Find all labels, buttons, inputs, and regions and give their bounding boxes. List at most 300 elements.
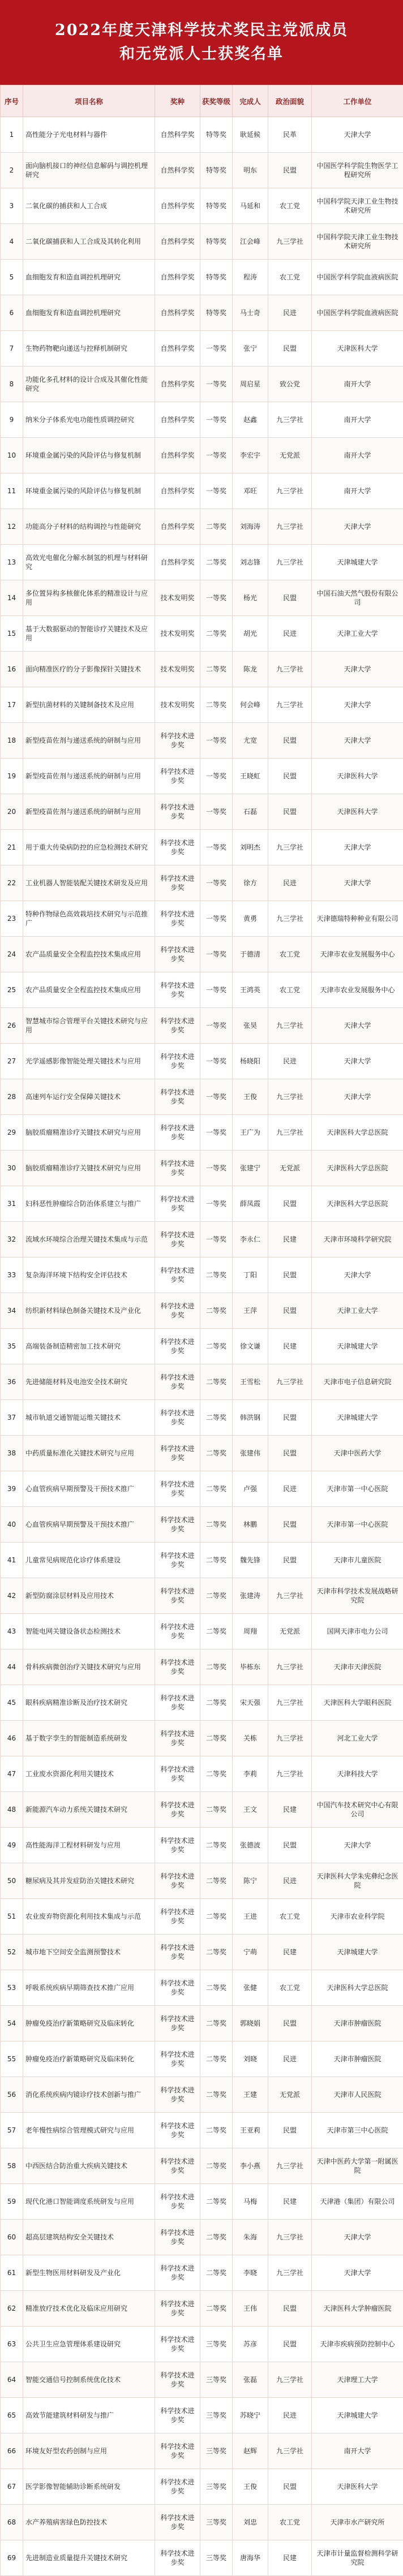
cell-person: 明东 xyxy=(233,153,268,188)
cell-award-type: 科学技术进步奖 xyxy=(155,1044,200,1079)
table-row xyxy=(1,473,403,509)
cell-index: 15 xyxy=(1,616,23,652)
cell-project: 环境重金属污染的风险评估与修复机制 xyxy=(23,473,155,509)
cell-workplace: 天津医科大学 xyxy=(312,794,403,830)
title-line-1: 2022年度天津科学技术奖民主党派成员 xyxy=(55,21,348,39)
cell-index: 32 xyxy=(1,1222,23,1257)
cell-award-type: 科学技术进步奖 xyxy=(155,2540,200,2576)
cell-political-affiliation: 九三学社 xyxy=(268,402,312,438)
cell-award-level: 三等奖 xyxy=(200,2398,233,2433)
cell-award-type: 科学技术进步奖 xyxy=(155,2327,200,2362)
table-row xyxy=(1,438,403,473)
cell-person: 张昊 xyxy=(233,1008,268,1044)
cell-award-type: 科学技术进步奖 xyxy=(155,865,200,901)
cell-workplace: 天津中医药大学 xyxy=(312,1436,403,1471)
cell-political-affiliation: 民进 xyxy=(268,1471,312,1507)
cell-political-affiliation: 民进 xyxy=(268,2041,312,2077)
cell-award-level: 二等奖 xyxy=(200,1329,233,1364)
cell-award-type: 科学技术进步奖 xyxy=(155,1828,200,1863)
cell-political-affiliation: 民建 xyxy=(268,1792,312,1828)
cell-workplace: 天津医科大学总医院 xyxy=(312,1186,403,1222)
table-row xyxy=(1,937,403,972)
cell-index: 55 xyxy=(1,2041,23,2077)
cell-index: 48 xyxy=(1,1792,23,1828)
cell-person: 王萍 xyxy=(233,1293,268,1329)
cell-workplace: 天津医科大学 xyxy=(312,2469,403,2505)
cell-workplace: 天津大学 xyxy=(312,2255,403,2291)
cell-workplace: 天津市第三中心医院 xyxy=(312,2113,403,2148)
cell-award-level: 三等奖 xyxy=(200,2433,233,2469)
cell-project: 高效节能建筑材料研发与推广 xyxy=(23,2398,155,2433)
cell-workplace: 南开大学 xyxy=(312,367,403,402)
cell-project: 多位置异构多核催化体系的精准设计与应用 xyxy=(23,580,155,616)
cell-index: 47 xyxy=(1,1756,23,1792)
cell-award-level: 一等奖 xyxy=(200,473,233,509)
cell-project: 中药质量标准化关键技术研究与应用 xyxy=(23,1436,155,1471)
table-row xyxy=(1,2398,403,2433)
cell-index: 9 xyxy=(1,402,23,438)
cell-award-type: 科学技术进步奖 xyxy=(155,1970,200,2006)
cell-index: 66 xyxy=(1,2433,23,2469)
table-row xyxy=(1,2006,403,2041)
cell-political-affiliation: 无党派 xyxy=(268,1614,312,1649)
cell-index: 11 xyxy=(1,473,23,509)
cell-award-type: 科学技术进步奖 xyxy=(155,759,200,794)
cell-award-level: 一等奖 xyxy=(200,580,233,616)
cell-person: 宋天强 xyxy=(233,1685,268,1721)
cell-project: 复杂海洋环境下结构安全评估技术 xyxy=(23,1257,155,1293)
table-row xyxy=(1,1899,403,1935)
cell-political-affiliation: 九三学社 xyxy=(268,1079,312,1115)
cell-project: 用于重大传染病防控的应急检测技术研究 xyxy=(23,830,155,865)
cell-award-type: 自然科学奖 xyxy=(155,331,200,367)
cell-workplace: 天津大学 xyxy=(312,1828,403,1863)
cell-index: 29 xyxy=(1,1115,23,1151)
cell-award-level: 二等奖 xyxy=(200,1400,233,1436)
cell-political-affiliation: 民盟 xyxy=(268,1293,312,1329)
cell-workplace: 天津大学 xyxy=(312,723,403,759)
cell-project: 基于数字孪生的智能制造系统研发 xyxy=(23,1721,155,1756)
cell-award-type: 自然科学奖 xyxy=(155,402,200,438)
cell-award-type: 科学技术进步奖 xyxy=(155,794,200,830)
cell-person: 张建涛 xyxy=(233,1578,268,1614)
cell-award-type: 自然科学奖 xyxy=(155,224,200,260)
header-workplace: 工作单位 xyxy=(312,85,403,117)
cell-project: 流域水环境综合治理关键技术集成与示范 xyxy=(23,1222,155,1257)
cell-award-level: 一等奖 xyxy=(200,1008,233,1044)
awardees-table xyxy=(0,85,403,2576)
cell-person: 徐文谦 xyxy=(233,1329,268,1364)
cell-index: 40 xyxy=(1,1507,23,1543)
table-row xyxy=(1,1792,403,1828)
table-row xyxy=(1,759,403,794)
cell-person: 王俊 xyxy=(233,2469,268,2505)
cell-workplace: 天津市水产研究所 xyxy=(312,2505,403,2540)
table-row xyxy=(1,2220,403,2255)
cell-person: 耿延候 xyxy=(233,117,268,153)
cell-index: 34 xyxy=(1,1293,23,1329)
cell-award-type: 科学技术进步奖 xyxy=(155,937,200,972)
cell-index: 51 xyxy=(1,1899,23,1935)
cell-person: 刘晓 xyxy=(233,2041,268,2077)
cell-workplace: 天津医科大学 xyxy=(312,759,403,794)
cell-index: 69 xyxy=(1,2540,23,2576)
cell-award-level: 二等奖 xyxy=(200,1257,233,1293)
cell-project: 先进制造业质量提升关键技术研究 xyxy=(23,2540,155,2576)
table-row xyxy=(1,2433,403,2469)
table-row xyxy=(1,1578,403,1614)
cell-workplace: 中国医学科学院生物医学工程研究所 xyxy=(312,153,403,188)
cell-person: 李永仁 xyxy=(233,1222,268,1257)
cell-index: 30 xyxy=(1,1151,23,1186)
cell-project: 特种作物绿色高效栽培技术研究与示范推广 xyxy=(23,901,155,937)
cell-project: 血细胞发育和造血调控机理研究 xyxy=(23,295,155,331)
cell-award-type: 科学技术进步奖 xyxy=(155,2255,200,2291)
cell-index: 20 xyxy=(1,794,23,830)
cell-award-level: 三等奖 xyxy=(200,2540,233,2576)
table-row xyxy=(1,117,403,153)
cell-award-type: 科学技术进步奖 xyxy=(155,830,200,865)
cell-project: 工业废水资源化利用关键技术 xyxy=(23,1756,155,1792)
cell-person: 马梅 xyxy=(233,2184,268,2220)
cell-workplace: 天津城建大学 xyxy=(312,545,403,580)
cell-award-level: 二等奖 xyxy=(200,1756,233,1792)
table-row xyxy=(1,580,403,616)
cell-person: 王雪松 xyxy=(233,1364,268,1400)
cell-workplace: 天津市第一中心医院 xyxy=(312,1471,403,1507)
cell-person: 关栋 xyxy=(233,1721,268,1756)
cell-political-affiliation: 农工党 xyxy=(268,972,312,1008)
cell-award-type: 科学技术进步奖 xyxy=(155,1293,200,1329)
cell-political-affiliation: 无党派 xyxy=(268,438,312,473)
header-political-affiliation: 政治面貌 xyxy=(268,85,312,117)
cell-index: 1 xyxy=(1,117,23,153)
cell-person: 薛凤霞 xyxy=(233,1186,268,1222)
cell-project: 新型生物医用材料研发及产业化 xyxy=(23,2255,155,2291)
cell-project: 功能化多孔材料的设计合成及其催化性能研究 xyxy=(23,367,155,402)
table-row xyxy=(1,1222,403,1257)
cell-political-affiliation: 农工党 xyxy=(268,260,312,295)
cell-political-affiliation: 民建 xyxy=(268,2184,312,2220)
cell-person: 李莉 xyxy=(233,1756,268,1792)
cell-award-level: 三等奖 xyxy=(200,2469,233,2505)
cell-index: 4 xyxy=(1,224,23,260)
cell-award-level: 一等奖 xyxy=(200,865,233,901)
cell-political-affiliation: 民盟 xyxy=(268,1828,312,1863)
cell-award-type: 科学技术进步奖 xyxy=(155,1543,200,1578)
header-person: 完成人 xyxy=(233,85,268,117)
table-row xyxy=(1,1115,403,1151)
cell-index: 10 xyxy=(1,438,23,473)
cell-person: 张磊 xyxy=(233,2362,268,2398)
cell-index: 14 xyxy=(1,580,23,616)
cell-political-affiliation: 民建 xyxy=(268,1935,312,1970)
cell-project: 新型防腐涂层材料及应用技术 xyxy=(23,1578,155,1614)
title-line-2: 和无党派人士获奖名单 xyxy=(119,45,284,63)
cell-award-level: 特等奖 xyxy=(200,188,233,224)
cell-workplace: 天津港（集团）有限公司 xyxy=(312,2184,403,2220)
cell-political-affiliation: 民进 xyxy=(268,1863,312,1899)
cell-person: 刘忠 xyxy=(233,2505,268,2540)
cell-workplace: 天津城建大学 xyxy=(312,1329,403,1364)
cell-award-level: 二等奖 xyxy=(200,2184,233,2220)
cell-project: 高性能分子光电材料与器件 xyxy=(23,117,155,153)
table-row xyxy=(1,2469,403,2505)
cell-index: 8 xyxy=(1,367,23,402)
cell-index: 36 xyxy=(1,1364,23,1400)
cell-political-affiliation: 民进 xyxy=(268,865,312,901)
cell-workplace: 中国医学科学院血液病医院 xyxy=(312,295,403,331)
cell-project: 先进储能材料及电池安全技术研究 xyxy=(23,1364,155,1400)
cell-person: 王进 xyxy=(233,1899,268,1935)
table-row xyxy=(1,545,403,580)
cell-person: 王广为 xyxy=(233,1115,268,1151)
title-banner xyxy=(0,0,403,85)
cell-political-affiliation: 九三学社 xyxy=(268,1364,312,1400)
cell-political-affiliation: 九三学社 xyxy=(268,652,312,687)
cell-person: 李晓 xyxy=(233,2255,268,2291)
cell-award-level: 二等奖 xyxy=(200,1935,233,1970)
cell-political-affiliation: 九三学社 xyxy=(268,1685,312,1721)
cell-person: 周翔 xyxy=(233,1614,268,1649)
cell-index: 52 xyxy=(1,1935,23,1970)
cell-award-level: 二等奖 xyxy=(200,1863,233,1899)
cell-project: 脑胶质瘤精准诊疗关键技术研究与应用 xyxy=(23,1151,155,1186)
cell-political-affiliation: 民盟 xyxy=(268,723,312,759)
cell-project: 心血管疾病早期预警及干预技术推广 xyxy=(23,1471,155,1507)
cell-political-affiliation: 农工党 xyxy=(268,937,312,972)
cell-award-level: 一等奖 xyxy=(200,1115,233,1151)
cell-workplace: 国网天津市电力公司 xyxy=(312,1614,403,1649)
cell-workplace: 中国科学院天津工业生物技术研究所 xyxy=(312,188,403,224)
cell-political-affiliation: 民建 xyxy=(268,1222,312,1257)
cell-political-affiliation: 民盟 xyxy=(268,1186,312,1222)
cell-political-affiliation: 九三学社 xyxy=(268,830,312,865)
cell-award-type: 科学技术进步奖 xyxy=(155,901,200,937)
cell-workplace: 天津市环境科学研究院 xyxy=(312,1222,403,1257)
table-row xyxy=(1,1649,403,1685)
table-row xyxy=(1,1970,403,2006)
table-row xyxy=(1,188,403,224)
cell-award-level: 二等奖 xyxy=(200,1471,233,1507)
cell-project: 肿瘤免疫治疗新策略研究及临床转化 xyxy=(23,2041,155,2077)
cell-award-type: 科学技术进步奖 xyxy=(155,1222,200,1257)
cell-workplace: 天津理工大学 xyxy=(312,2362,403,2398)
cell-award-type: 自然科学奖 xyxy=(155,509,200,545)
cell-award-type: 科学技术进步奖 xyxy=(155,2041,200,2077)
cell-person: 苏彦 xyxy=(233,2327,268,2362)
cell-award-type: 科学技术进步奖 xyxy=(155,723,200,759)
cell-person: 王文 xyxy=(233,1792,268,1828)
cell-political-affiliation: 九三学社 xyxy=(268,224,312,260)
cell-award-type: 自然科学奖 xyxy=(155,188,200,224)
cell-workplace: 天津市电子信息研究院 xyxy=(312,1364,403,1400)
cell-award-type: 科学技术进步奖 xyxy=(155,1151,200,1186)
cell-index: 6 xyxy=(1,295,23,331)
table-row xyxy=(1,794,403,830)
cell-workplace: 天津市计量监督检测科学研究院 xyxy=(312,2540,403,2576)
table-row xyxy=(1,2041,403,2077)
cell-workplace: 天津市农业发展服务中心 xyxy=(312,972,403,1008)
cell-person: 王建 xyxy=(233,2077,268,2113)
cell-award-level: 一等奖 xyxy=(200,830,233,865)
cell-workplace: 天津市天津医院 xyxy=(312,1649,403,1685)
cell-project: 超高层建筑结构安全关键技术 xyxy=(23,2220,155,2255)
cell-person: 刘海涛 xyxy=(233,509,268,545)
cell-project: 城市轨道交通智能运维关键技术 xyxy=(23,1400,155,1436)
cell-workplace: 天津市疾病预防控制中心 xyxy=(312,2327,403,2362)
cell-political-affiliation: 九三学社 xyxy=(268,687,312,723)
table-row xyxy=(1,1471,403,1507)
cell-project: 新型疫苗佐剂与递送系统的研制与应用 xyxy=(23,759,155,794)
table-row xyxy=(1,2362,403,2398)
cell-award-level: 一等奖 xyxy=(200,972,233,1008)
cell-index: 60 xyxy=(1,2220,23,2255)
cell-award-level: 一等奖 xyxy=(200,438,233,473)
cell-person: 张健 xyxy=(233,1970,268,2006)
cell-award-type: 科学技术进步奖 xyxy=(155,1649,200,1685)
table-row xyxy=(1,1935,403,1970)
cell-person: 赵鑫 xyxy=(233,402,268,438)
cell-person: 林鹏 xyxy=(233,1507,268,1543)
table-row xyxy=(1,1863,403,1899)
cell-index: 3 xyxy=(1,188,23,224)
cell-workplace: 天津工业大学 xyxy=(312,1293,403,1329)
cell-award-level: 二等奖 xyxy=(200,1543,233,1578)
cell-award-level: 二等奖 xyxy=(200,1721,233,1756)
cell-person: 马延和 xyxy=(233,188,268,224)
cell-political-affiliation: 九三学社 xyxy=(268,1756,312,1792)
cell-project: 医学影像智能辅助诊断系统研发 xyxy=(23,2469,155,2505)
header-index: 序号 xyxy=(1,85,23,117)
cell-award-type: 科学技术进步奖 xyxy=(155,1329,200,1364)
cell-workplace: 天津医科大学眼科医院 xyxy=(312,1685,403,1721)
cell-award-level: 二等奖 xyxy=(200,2291,233,2327)
cell-award-level: 二等奖 xyxy=(200,1828,233,1863)
table-row xyxy=(1,367,403,402)
cell-workplace: 南开大学 xyxy=(312,438,403,473)
cell-project: 新型疫苗佐剂与递送系统的研制与应用 xyxy=(23,794,155,830)
cell-index: 23 xyxy=(1,901,23,937)
cell-index: 49 xyxy=(1,1828,23,1863)
cell-award-level: 二等奖 xyxy=(200,1578,233,1614)
cell-political-affiliation: 民盟 xyxy=(268,1543,312,1578)
cell-project: 呼吸系统疾病早期筛查技术推广应用 xyxy=(23,1970,155,2006)
cell-political-affiliation: 九三学社 xyxy=(268,2148,312,2184)
cell-award-level: 二等奖 xyxy=(200,1792,233,1828)
cell-workplace: 天津市儿童医院 xyxy=(312,1543,403,1578)
cell-political-affiliation: 农工党 xyxy=(268,1970,312,2006)
table-row xyxy=(1,260,403,295)
cell-project: 智能交通信号控制系统优化技术 xyxy=(23,2362,155,2398)
cell-index: 31 xyxy=(1,1186,23,1222)
cell-award-type: 科学技术进步奖 xyxy=(155,2220,200,2255)
table-row xyxy=(1,616,403,652)
table-row xyxy=(1,2148,403,2184)
table-row xyxy=(1,1400,403,1436)
cell-award-level: 二等奖 xyxy=(200,2113,233,2148)
cell-workplace: 天津大学 xyxy=(312,1008,403,1044)
table-row xyxy=(1,1151,403,1186)
table-row xyxy=(1,1721,403,1756)
cell-index: 46 xyxy=(1,1721,23,1756)
cell-project: 面向脑机接口的神经信息解码与调控机理研究 xyxy=(23,153,155,188)
cell-person: 何会峰 xyxy=(233,687,268,723)
cell-political-affiliation: 民盟 xyxy=(268,1257,312,1293)
cell-workplace: 河北工业大学 xyxy=(312,1721,403,1756)
cell-index: 22 xyxy=(1,865,23,901)
cell-political-affiliation: 民建 xyxy=(268,2540,312,2576)
cell-award-level: 一等奖 xyxy=(200,794,233,830)
cell-award-level: 二等奖 xyxy=(200,2077,233,2113)
table-row xyxy=(1,2113,403,2148)
cell-award-type: 科学技术进步奖 xyxy=(155,2148,200,2184)
cell-project: 纳米分子体系光电功能性质调控研究 xyxy=(23,402,155,438)
table-row xyxy=(1,2540,403,2576)
cell-workplace: 中国科学院天津工业生物技术研究所 xyxy=(312,224,403,260)
cell-index: 28 xyxy=(1,1079,23,1115)
cell-political-affiliation: 民盟 xyxy=(268,1507,312,1543)
cell-political-affiliation: 九三学社 xyxy=(268,1649,312,1685)
cell-political-affiliation: 九三学社 xyxy=(268,1721,312,1756)
cell-project: 消化系统疾病内镜诊疗技术创新与推广 xyxy=(23,2077,155,2113)
table-row xyxy=(1,295,403,331)
table-row xyxy=(1,2077,403,2113)
cell-political-affiliation: 民进 xyxy=(268,2398,312,2433)
cell-workplace: 天津城建大学 xyxy=(312,1400,403,1436)
cell-award-type: 科学技术进步奖 xyxy=(155,1008,200,1044)
cell-award-type: 科学技术进步奖 xyxy=(155,1079,200,1115)
table-row xyxy=(1,1008,403,1044)
cell-political-affiliation: 民进 xyxy=(268,295,312,331)
cell-political-affiliation: 九三学社 xyxy=(268,2255,312,2291)
cell-award-level: 二等奖 xyxy=(200,1970,233,2006)
cell-political-affiliation: 民盟 xyxy=(268,2291,312,2327)
table-row xyxy=(1,901,403,937)
table-row xyxy=(1,1293,403,1329)
cell-project: 新型疫苗佐剂与递送系统的研制与应用 xyxy=(23,723,155,759)
cell-workplace: 天津市农业科学院 xyxy=(312,1899,403,1935)
cell-award-type: 技术发明奖 xyxy=(155,616,200,652)
cell-workplace: 天津市肿瘤医院 xyxy=(312,2006,403,2041)
cell-person: 卢强 xyxy=(233,1471,268,1507)
cell-workplace: 天津大学 xyxy=(312,652,403,687)
cell-award-level: 二等奖 xyxy=(200,1899,233,1935)
cell-project: 功能高分子材料的结构调控与性能研究 xyxy=(23,509,155,545)
cell-project: 高性能海洋工程材料研发与应用 xyxy=(23,1828,155,1863)
cell-person: 苏晓宁 xyxy=(233,2398,268,2433)
cell-award-type: 科学技术进步奖 xyxy=(155,2291,200,2327)
cell-project: 环境友好型农药创制与应用 xyxy=(23,2433,155,2469)
cell-person: 马士奇 xyxy=(233,295,268,331)
cell-political-affiliation: 民进 xyxy=(268,1044,312,1079)
cell-person: 魏先锋 xyxy=(233,1543,268,1578)
cell-project: 农业废弃物资源化利用技术集成与示范 xyxy=(23,1899,155,1935)
cell-workplace: 天津医科大学朱宪彝纪念医院 xyxy=(312,1863,403,1899)
cell-person: 尤宽 xyxy=(233,723,268,759)
cell-political-affiliation: 民革 xyxy=(268,117,312,153)
cell-award-type: 科学技术进步奖 xyxy=(155,2469,200,2505)
cell-political-affiliation: 九三学社 xyxy=(268,473,312,509)
cell-person: 丁阳 xyxy=(233,1257,268,1293)
cell-political-affiliation: 九三学社 xyxy=(268,1578,312,1614)
cell-award-type: 自然科学奖 xyxy=(155,295,200,331)
table-row xyxy=(1,687,403,723)
cell-project: 农产品质量安全全程监控技术集成应用 xyxy=(23,972,155,1008)
cell-index: 53 xyxy=(1,1970,23,2006)
cell-person: 陈宁 xyxy=(233,1863,268,1899)
cell-person: 宁萌 xyxy=(233,1935,268,1970)
